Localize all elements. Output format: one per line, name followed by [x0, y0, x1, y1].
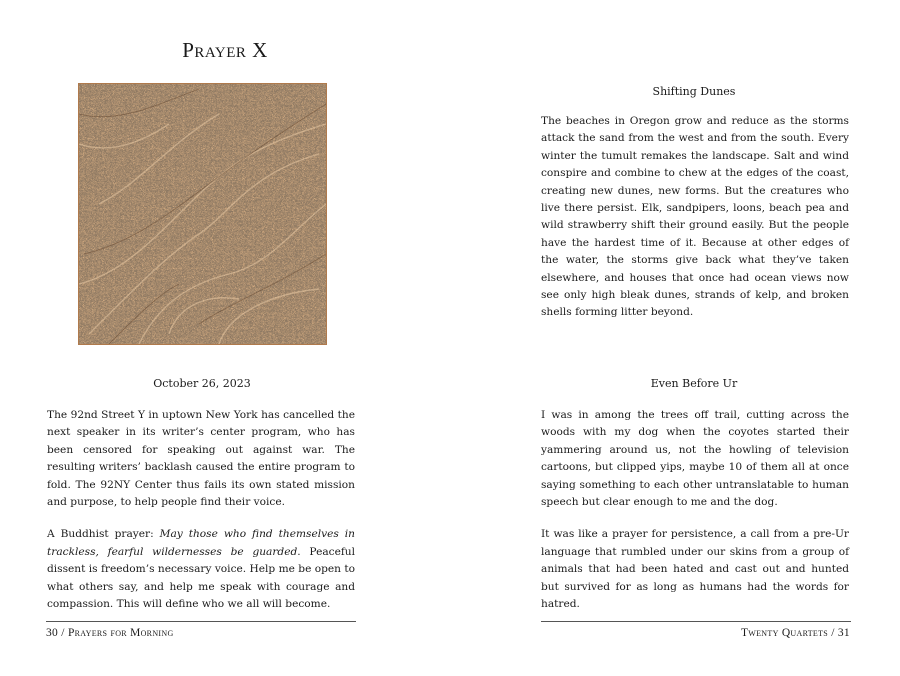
- paragraph: I was in among the trees off trail, cutting across the woods with my dog when the coyotes started their yammering around us, not the howling of television cartoons, but clipped yips, maybe 10 of them all at once saying something to each other untranslatable to human speech but clear enough to me and the dog.: [541, 409, 849, 509]
- date-heading: October 26, 2023: [153, 377, 251, 390]
- page-title: Prayer X: [182, 38, 268, 62]
- textured-abstract-painting-icon: [78, 83, 327, 345]
- footer-divider: [46, 621, 356, 622]
- page-footer: Twenty Quartets / 31: [740, 627, 850, 639]
- paragraph: The 92nd Street Y in uptown New York has cancelled the next speaker in its writer’s center program, who has been censored for speaking out against war. The resulting writers’ backlash caused the entire program to fold. The 92NY Center thus fails its own stated mission and purpose, to help people find their voice.: [47, 409, 355, 509]
- right-page: [450, 0, 900, 676]
- footer-divider: [541, 621, 851, 622]
- paragraph-rest: . Peaceful dissent is freedom’s necessary voice. Help me be open to what others say, and help me speak with courage and compassion. This will define who we all will become.: [47, 545, 355, 611]
- left-body-text: [47, 407, 355, 628]
- section-heading: Shifting Dunes: [652, 85, 736, 98]
- right-body-text-1: [541, 113, 849, 337]
- section-heading: Even Before Ur: [650, 377, 738, 390]
- paragraph: The beaches in Oregon grow and reduce as the storms attack the sand from the west and from the south. Every winter the tumult remakes the landscape. Salt and wind conspire and combine to chew at the edges of the coast, creating new dunes, new forms. But the creatures who live there persist. Elk, sandpipers, loons, beach pea and wild strawberry shift their ground easily. But the people have the hardest time of it. Because at other edges of the water, the storms give back what they’ve taken elsewhere, and houses that once had ocean views now see only high bleak dunes, strands of kelp, and broken shells forming litter beyond.: [541, 115, 849, 319]
- quoted-prayer: May those who find themselves in trackless, fearful wildernesses be guarded: [47, 528, 355, 558]
- paragraph: It was like a prayer for persistence, a call from a pre-Ur language that rumbled under our skins from a group of animals that had been hated and cast out and hunted but survived for as long as humans had the words for hatred.: [541, 528, 849, 611]
- right-body-text-2: [541, 407, 849, 628]
- paragraph: [47, 526, 355, 613]
- page-footer: 30 / Prayers for Morning: [46, 627, 174, 639]
- paragraph-lead: A Buddhist prayer:: [47, 528, 160, 541]
